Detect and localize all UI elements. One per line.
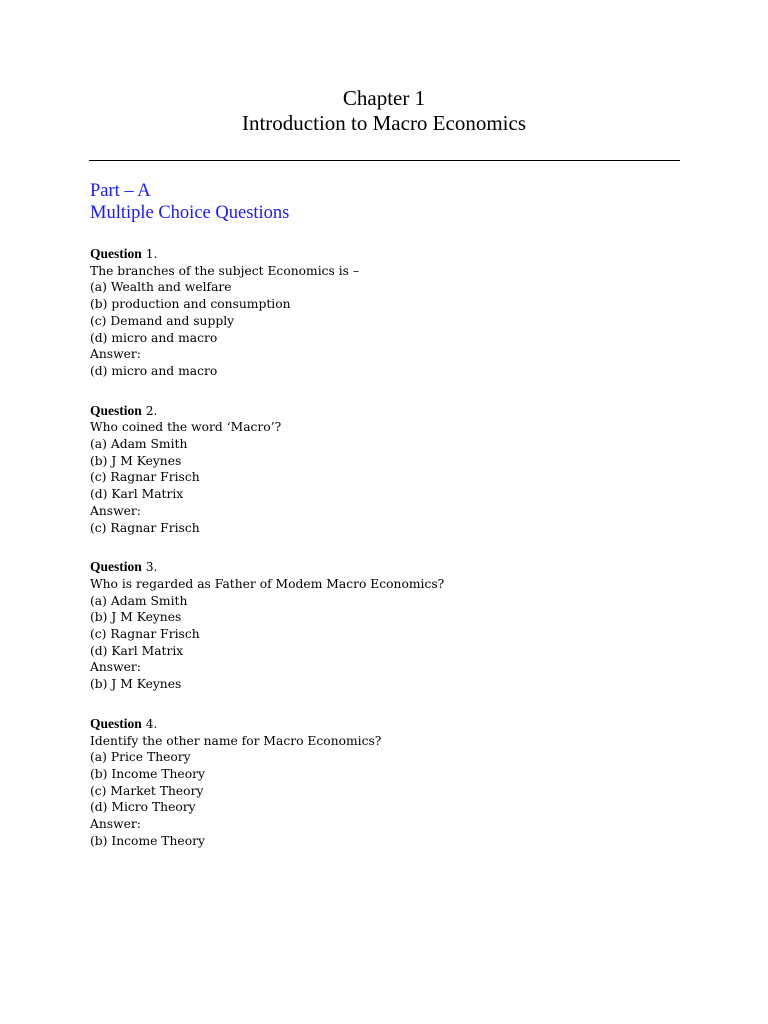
option-a: (a) Adam Smith bbox=[90, 437, 188, 452]
question-item bbox=[90, 716, 690, 850]
question-number: 3. bbox=[145, 560, 158, 575]
option-d: (d) Karl Matrix bbox=[90, 487, 184, 502]
option-b: (b) J M Keynes bbox=[90, 610, 182, 625]
option-c: (c) Ragnar Frisch bbox=[90, 470, 200, 485]
option-d: (d) micro and macro bbox=[90, 330, 218, 345]
chapter-title: Introduction to Macro Economics bbox=[241, 111, 526, 135]
option-b: (b) production and consumption bbox=[90, 297, 291, 312]
option-a: (a) Adam Smith bbox=[90, 593, 188, 608]
option-b: (b) J M Keynes bbox=[90, 453, 182, 468]
question-heading bbox=[90, 246, 690, 263]
answer-label: Answer: bbox=[90, 817, 141, 832]
question-number: 1. bbox=[145, 247, 158, 261]
question-number: 2. bbox=[145, 403, 158, 418]
question-text: Who coined the word ‘Macro’? bbox=[90, 420, 282, 435]
option-d: (d) Micro Theory bbox=[90, 800, 196, 815]
question-item bbox=[90, 403, 690, 537]
question-heading bbox=[90, 559, 690, 576]
question-item bbox=[90, 559, 690, 693]
answer-label: Answer: bbox=[90, 347, 141, 362]
answer-value: (d) micro and macro bbox=[90, 363, 218, 378]
question-item bbox=[90, 246, 690, 380]
question-text: Who is regarded as Father of Modem Macro Economics? bbox=[90, 576, 445, 591]
part-subtitle: Multiple Choice Questions bbox=[90, 203, 290, 223]
part-label: Part – A bbox=[90, 181, 151, 201]
chapter-number: Chapter 1 bbox=[342, 86, 426, 110]
question-text: The branches of the subject Economics is – bbox=[90, 263, 360, 278]
question-text: Identify the other name for Macro Economics? bbox=[90, 733, 382, 748]
answer-value: (b) Income Theory bbox=[90, 833, 205, 848]
answer-label: Answer: bbox=[90, 503, 141, 518]
option-b: (b) Income Theory bbox=[90, 766, 205, 781]
answer-value: (b) J M Keynes bbox=[90, 677, 182, 692]
question-label: Question bbox=[90, 559, 142, 575]
option-c: (c) Market Theory bbox=[90, 783, 204, 798]
option-c: (c) Demand and supply bbox=[90, 313, 235, 328]
answer-label: Answer: bbox=[90, 660, 141, 675]
chapter-title-block bbox=[0, 86, 768, 136]
option-d: (d) Karl Matrix bbox=[90, 643, 184, 658]
part-heading-block bbox=[90, 180, 289, 224]
question-label: Question bbox=[90, 715, 142, 731]
answer-value: (c) Ragnar Frisch bbox=[90, 520, 200, 535]
question-label: Question bbox=[90, 246, 142, 261]
title-divider bbox=[89, 160, 680, 161]
option-a: (a) Wealth and welfare bbox=[90, 280, 232, 295]
option-a: (a) Price Theory bbox=[90, 750, 191, 765]
question-list bbox=[90, 246, 690, 873]
question-heading bbox=[90, 716, 690, 733]
question-label: Question bbox=[90, 402, 142, 418]
question-heading bbox=[90, 403, 690, 420]
option-c: (c) Ragnar Frisch bbox=[90, 627, 200, 642]
question-number: 4. bbox=[145, 716, 158, 731]
